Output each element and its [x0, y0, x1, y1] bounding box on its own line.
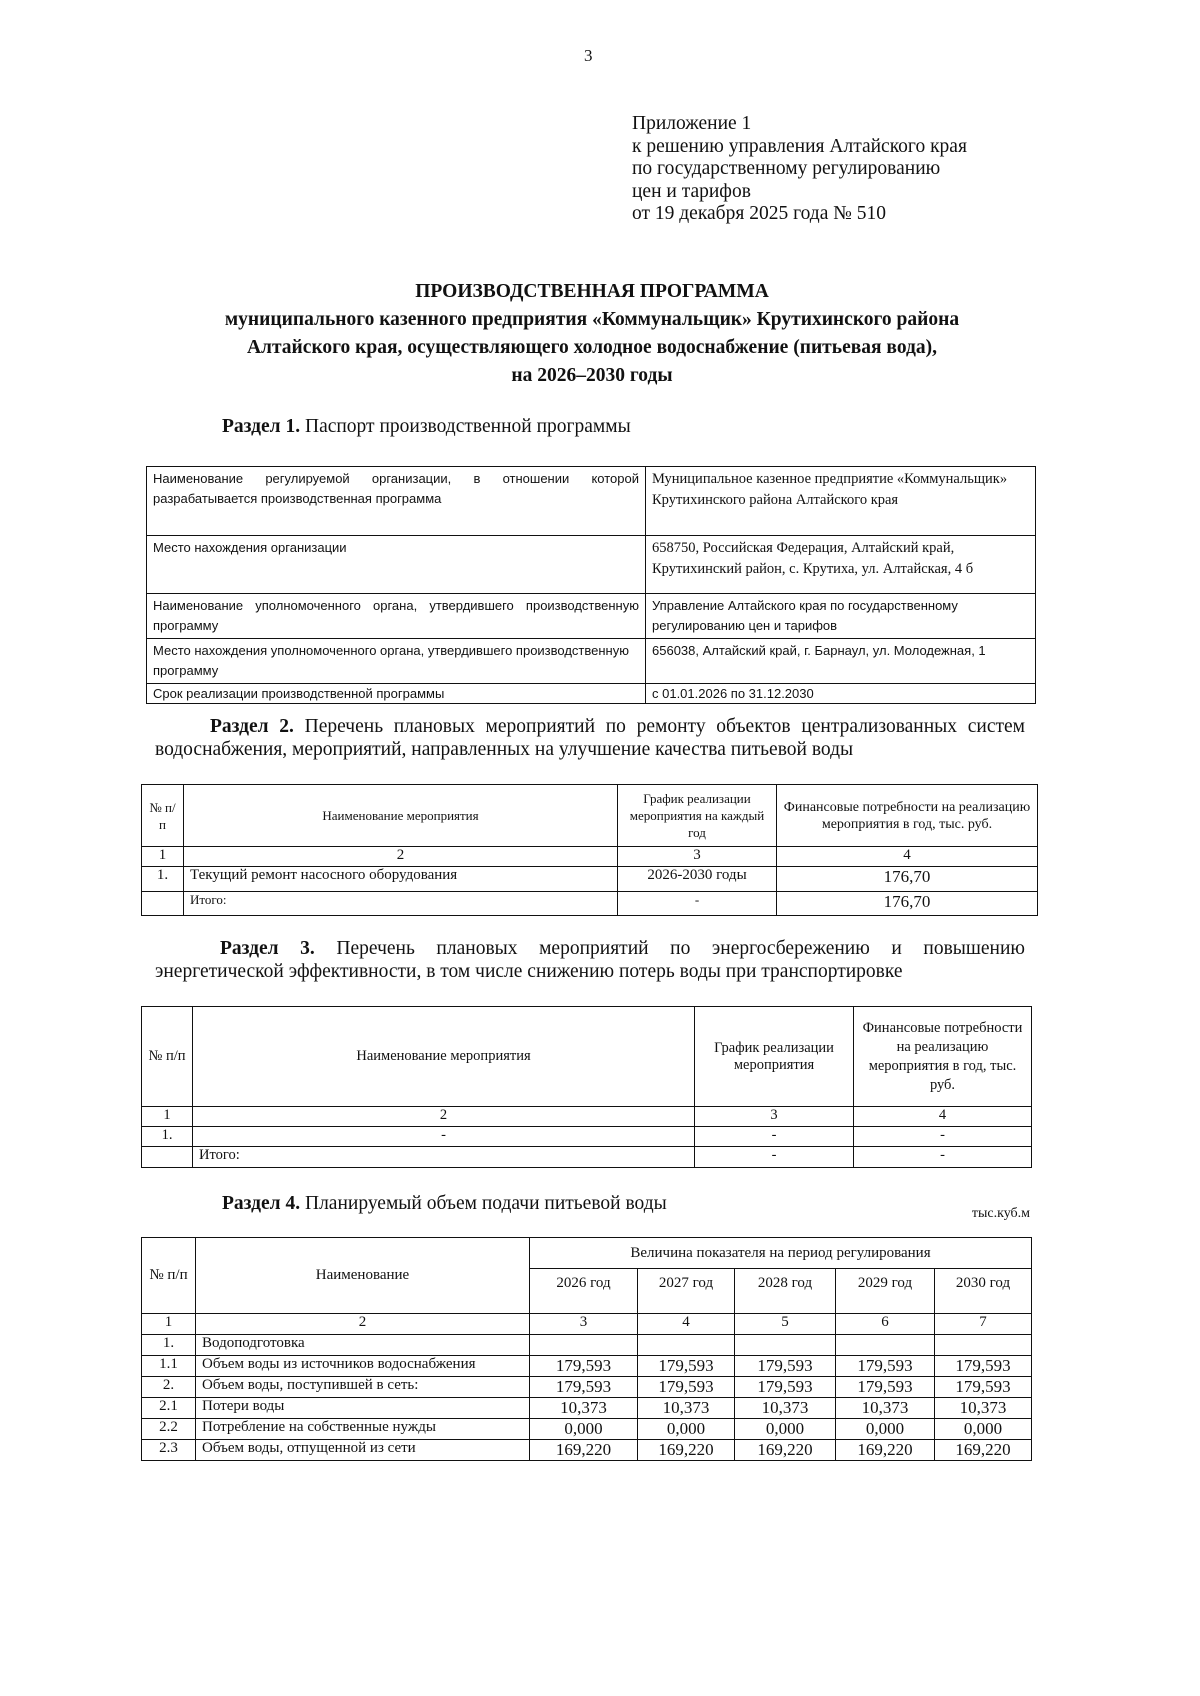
cell: 0,000 [638, 1419, 735, 1440]
header-cell: № п/п [142, 1238, 196, 1314]
header-cell: 2027 год [638, 1269, 735, 1314]
cell: 169,220 [638, 1440, 735, 1461]
cell [142, 892, 184, 916]
cell: 176,70 [777, 892, 1038, 916]
cell: 179,593 [935, 1377, 1032, 1398]
table-row [142, 1335, 1032, 1356]
cell: 169,220 [935, 1440, 1032, 1461]
cell: 1. [142, 1335, 196, 1356]
section-text: Паспорт производственной программы [304, 416, 631, 437]
cell: 10,373 [836, 1398, 935, 1419]
cell: 1.1 [142, 1356, 196, 1377]
header-cell: № п/п [142, 1007, 193, 1107]
title-line: Алтайского края, осуществляющего холодное водоснабжение (питьевая вода), [246, 337, 938, 358]
header-cell: 2026 год [530, 1269, 638, 1314]
appendix-line: цен и тарифов [632, 180, 751, 202]
cell: 1. [142, 867, 184, 892]
cell: 10,373 [638, 1398, 735, 1419]
cell: Объем воды, поступившей в сеть: [196, 1377, 530, 1398]
cell: 4 [854, 1107, 1032, 1127]
cell: 658750, Российская Федерация, Алтайский край, Крутихинский район, с. Крутиха, ул. Алтайская, 4 б [646, 536, 1036, 594]
cell: Объем воды из источников водоснабжения [196, 1356, 530, 1377]
header-cell: 2029 год [836, 1269, 935, 1314]
cell: - [695, 1147, 854, 1168]
cell: 2026-2030 годы [618, 867, 777, 892]
appendix-header [632, 113, 967, 226]
section1-heading [222, 416, 631, 438]
cell: 0,000 [935, 1419, 1032, 1440]
page-number: 3 [584, 46, 593, 65]
cell: - [618, 892, 777, 916]
cell: 169,220 [836, 1440, 935, 1461]
cell: 5 [735, 1314, 836, 1335]
cell [142, 1147, 193, 1168]
appendix-line: к решению управления Алтайского края [632, 135, 967, 157]
section-label: Раздел 2. [210, 716, 294, 737]
cell: 179,593 [836, 1377, 935, 1398]
cell: Текущий ремонт насосного оборудования [184, 867, 618, 892]
header-cell: Наименование [196, 1238, 530, 1314]
cell: 3 [618, 847, 777, 867]
header-cell: График реализации мероприятия [695, 1007, 854, 1107]
cell: 176,70 [777, 867, 1038, 892]
section-label: Раздел 3. [220, 938, 315, 959]
header-cell: 2028 год [735, 1269, 836, 1314]
cell: 179,593 [836, 1356, 935, 1377]
unit-label: тыс.куб.м [971, 1206, 1030, 1221]
appendix-line: Приложение 1 [632, 113, 752, 134]
cell [530, 1335, 638, 1356]
cell: 3 [695, 1107, 854, 1127]
table-row [142, 1356, 1032, 1377]
section2-heading [155, 715, 1025, 761]
cell: Наименование регулируемой организации, в отношении которой разрабатывается производственная программа [147, 467, 646, 536]
cell: - [854, 1147, 1032, 1168]
cell: 10,373 [935, 1398, 1032, 1419]
cell: с 01.01.2026 по 31.12.2030 [646, 684, 1036, 704]
cell [638, 1335, 735, 1356]
section-label: Раздел 1. [222, 416, 301, 437]
section-text: Перечень плановых мероприятий по ремонту объектов централизованных систем водоснабжения, мероприятий, направленных на улучшение качества питьевой воды [155, 716, 1025, 760]
cell [836, 1335, 935, 1356]
cell: 179,593 [530, 1356, 638, 1377]
cell: 2 [196, 1314, 530, 1335]
cell: 1 [142, 1314, 196, 1335]
section4-heading [222, 1193, 667, 1215]
repair-measures-table [141, 784, 1038, 916]
cell: Муниципальное казенное предприятие «Коммунальщик» Крутихинского района Алтайского края [646, 467, 1036, 536]
cell: 2.2 [142, 1419, 196, 1440]
passport-table [146, 466, 1036, 704]
cell: - [854, 1127, 1032, 1147]
cell: 10,373 [530, 1398, 638, 1419]
appendix-line: от 19 декабря 2025 года № 510 [632, 203, 886, 224]
cell: 4 [777, 847, 1038, 867]
header-cell: График реализации мероприятия на каждый год [618, 785, 777, 847]
cell: - [193, 1127, 695, 1147]
table-row [142, 1377, 1032, 1398]
cell: 3 [530, 1314, 638, 1335]
cell: 169,220 [530, 1440, 638, 1461]
section-text: Планируемый объем подачи питьевой воды [304, 1193, 667, 1214]
cell: 169,220 [735, 1440, 836, 1461]
header-cell: Величина показателя на период регулирования [530, 1238, 1032, 1269]
cell: 179,593 [935, 1356, 1032, 1377]
cell: 179,593 [638, 1377, 735, 1398]
table-row [142, 1440, 1032, 1461]
section-text: Перечень плановых мероприятий по энергосбережению и повышению энергетической эффективности, в том числе снижению потерь воды при транспортировке [155, 938, 1025, 982]
cell: 179,593 [735, 1377, 836, 1398]
cell: Место нахождения организации [147, 536, 646, 594]
cell: Наименование уполномоченного органа, утвердившего производственную программу [147, 594, 646, 639]
cell: 656038, Алтайский край, г. Барнаул, ул. Молодежная, 1 [646, 639, 1036, 684]
cell: Водоподготовка [196, 1335, 530, 1356]
cell: 2 [184, 847, 618, 867]
cell: 1. [142, 1127, 193, 1147]
cell: 2. [142, 1377, 196, 1398]
title-line: на 2026–2030 годы [511, 365, 673, 386]
cell: 1 [142, 847, 184, 867]
header-cell: Наименование мероприятия [193, 1007, 695, 1107]
header-cell: Финансовые потребности на реализацию мероприятия в год, тыс. руб. [854, 1007, 1032, 1107]
cell: 2 [193, 1107, 695, 1127]
cell: Потери воды [196, 1398, 530, 1419]
cell: 4 [638, 1314, 735, 1335]
cell: 7 [935, 1314, 1032, 1335]
section-label: Раздел 4. [222, 1193, 301, 1214]
table-row [142, 1398, 1032, 1419]
title-line: ПРОИЗВОДСТВЕННАЯ ПРОГРАММА [415, 281, 769, 302]
cell: 2.1 [142, 1398, 196, 1419]
cell: 179,593 [638, 1356, 735, 1377]
cell [935, 1335, 1032, 1356]
appendix-line: по государственному регулированию [632, 158, 941, 179]
cell: 6 [836, 1314, 935, 1335]
header-cell: Финансовые потребности на реализацию мероприятия в год, тыс. руб. [777, 785, 1038, 847]
cell: 179,593 [530, 1377, 638, 1398]
section3-heading [155, 937, 1025, 983]
cell: 0,000 [530, 1419, 638, 1440]
water-supply-volume-table [141, 1237, 1032, 1461]
cell: 1 [142, 1107, 193, 1127]
cell: Объем воды, отпущенной из сети [196, 1440, 530, 1461]
document-title [120, 278, 1064, 390]
cell: Потребление на собственные нужды [196, 1419, 530, 1440]
cell [735, 1335, 836, 1356]
title-line: муниципального казенного предприятия «Коммунальщик» Крутихинского района [224, 309, 960, 330]
cell: 0,000 [735, 1419, 836, 1440]
cell: 179,593 [735, 1356, 836, 1377]
header-cell: Наименование мероприятия [184, 785, 618, 847]
cell: 2.3 [142, 1440, 196, 1461]
cell: 0,000 [836, 1419, 935, 1440]
cell: Итого: [193, 1147, 695, 1168]
cell: Срок реализации производственной программы [147, 684, 646, 704]
header-cell: 2030 год [935, 1269, 1032, 1314]
cell: Управление Алтайского края по государственному регулированию цен и тарифов [646, 594, 1036, 639]
energy-measures-table [141, 1006, 1032, 1168]
table-row [142, 1419, 1032, 1440]
header-cell: № п/п [142, 785, 184, 847]
cell: 10,373 [735, 1398, 836, 1419]
cell: - [695, 1127, 854, 1147]
cell: Место нахождения уполномоченного органа, утвердившего производственную программу [147, 639, 646, 684]
cell: Итого: [184, 892, 618, 916]
